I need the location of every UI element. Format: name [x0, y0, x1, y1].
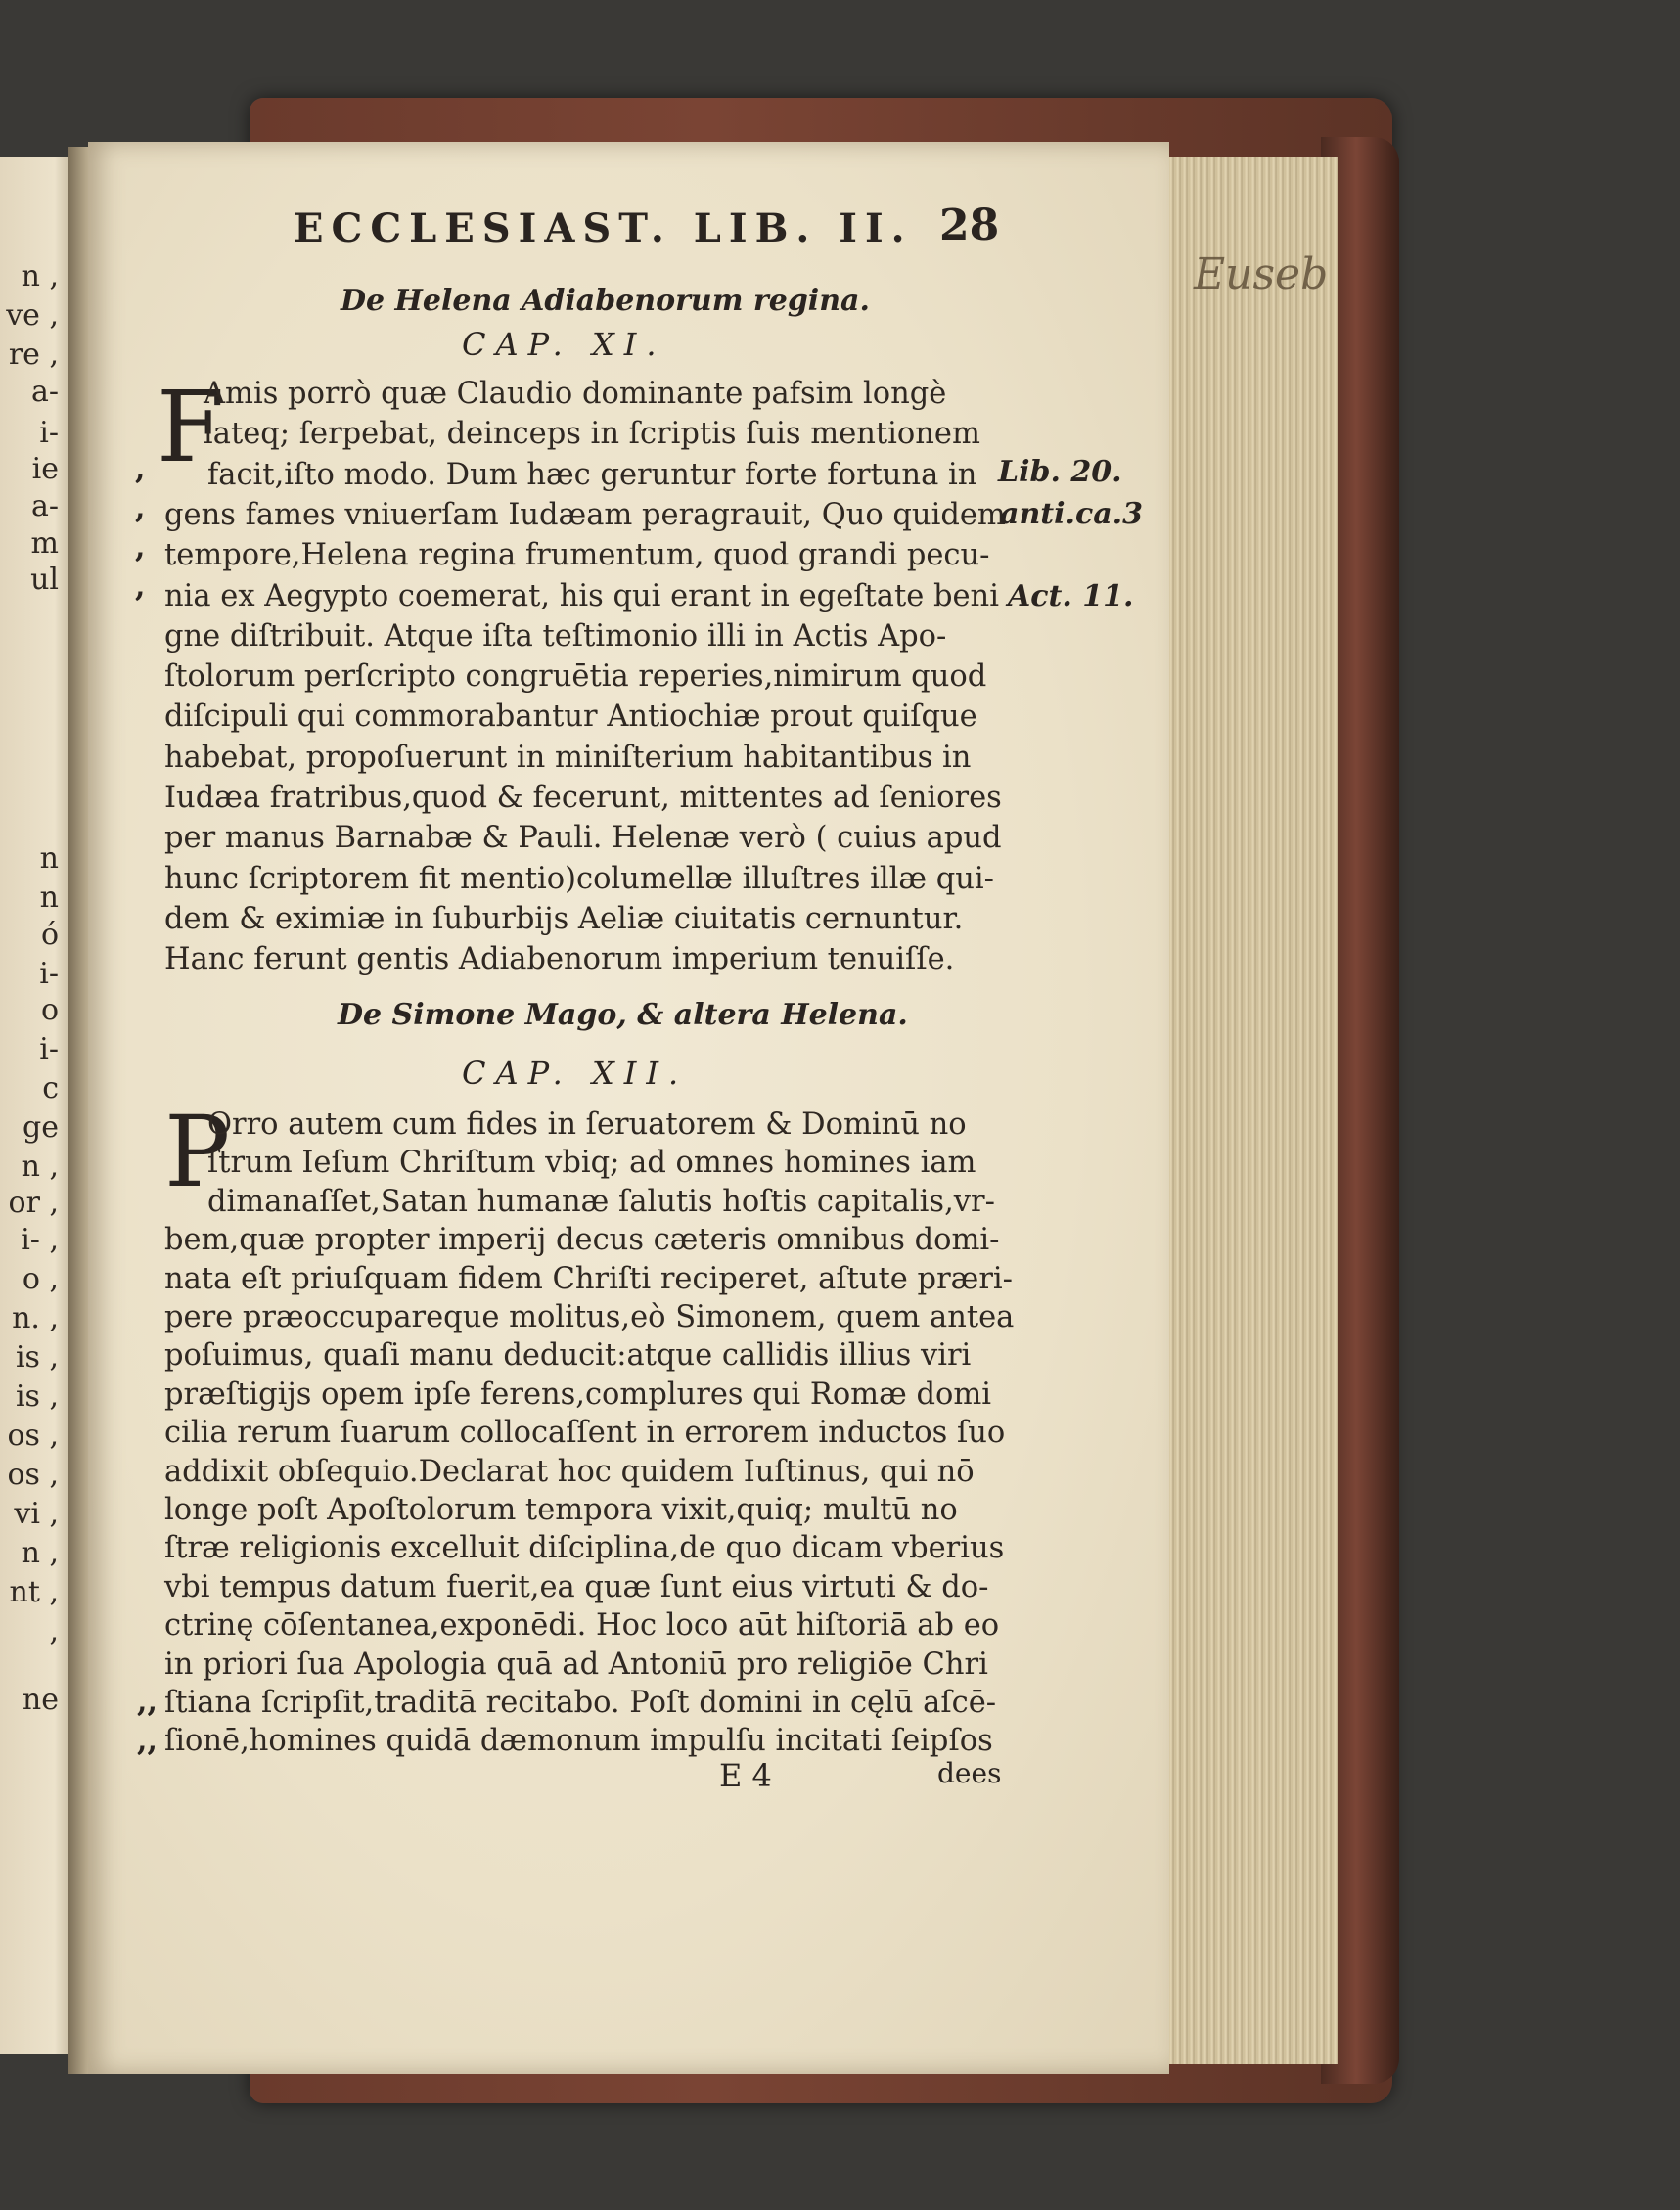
- quote-mark: ,: [135, 491, 146, 525]
- left-page-fragment: ie: [31, 452, 59, 486]
- text-line: per manus Barnabæ & Pauli. Helenæ verò ( cuius apud: [164, 821, 1002, 856]
- chapter-12-number: CAP. XII.: [462, 1055, 689, 1092]
- text-line: lateq; ſerpebat, deinceps in ſcriptis ſuis mentionem: [204, 417, 980, 452]
- text-line: ſtiana ſcripſit,traditā recitabo. Poſt domini in cęlū aſcē-: [164, 1686, 997, 1720]
- margin-note-acts: Act. 11.: [1008, 579, 1134, 613]
- text-line: addixit obſequio.Declarat hoc quidem Iuſtinus, qui nō: [164, 1454, 975, 1489]
- chapter-11-title: De Helena Adiabenorum regina.: [341, 284, 870, 318]
- text-line: bem,quæ propter imperij decus cæteris omnibus domi-: [164, 1223, 1000, 1258]
- quote-mark: ,: [135, 530, 146, 564]
- left-page-fragment: a-: [30, 489, 59, 523]
- text-line: ſtolorum perſcripto congruētia reperies,nimirum quod: [164, 659, 987, 695]
- text-line: Orro autem cum fides in ſeruatorem & Dominū no: [207, 1107, 967, 1142]
- text-line: gne diſtribuit. Atque iſta teſtimonio illi in Actis Apo-: [164, 618, 947, 654]
- left-page-fragment: n: [39, 880, 59, 915]
- text-line: in priori ſua Apologia quā ad Antoniū pro religiōe Chri: [164, 1646, 988, 1682]
- left-page-fragment: n. ,: [12, 1301, 59, 1335]
- left-page-fragment: or ,: [8, 1186, 59, 1220]
- text-line: vbi tempus datum fuerit,ea quæ ſunt eius virtuti & do-: [164, 1569, 989, 1604]
- text-line: Iudæa fratribus,quod & fecerunt, mittentes ad ſeniores: [164, 781, 1002, 815]
- quote-mark: ,,: [137, 1685, 158, 1719]
- left-page-fragment: n ,: [21, 1150, 59, 1184]
- margin-note-lib: Lib. 20.: [998, 455, 1122, 489]
- text-line: nia ex Aegypto coemerat, his qui erant in egeſtate beni: [164, 578, 999, 613]
- running-title: ECCLESIAST. LIB. II.: [294, 205, 913, 251]
- quote-mark: ,: [135, 569, 146, 604]
- text-line: hunc ſcriptorem fit mentio)columellæ illuſtres illæ qui-: [164, 861, 994, 896]
- left-page-fragment: is ,: [15, 1379, 59, 1414]
- page-fore-edge: [1159, 157, 1338, 2064]
- text-line: ſionē,homines quidā dæmonum impulſu incitati ſeipſos: [164, 1724, 993, 1759]
- chapter-11-number: CAP. XI.: [462, 326, 666, 363]
- text-line: dimanaſſet,Satan humanæ ſalutis hoſtis capitalis,vr-: [207, 1184, 995, 1219]
- chapter-11-drop-cap: F: [157, 370, 225, 484]
- left-page-fragment: ul: [30, 563, 59, 597]
- left-page-fragment: n: [39, 841, 59, 876]
- text-line: longe poſt Apoſtolorum tempora vixit,quiq; multū no: [164, 1493, 958, 1527]
- text-line: diſcipuli qui commorabantur Antiochiæ prout quiſque: [164, 699, 977, 735]
- left-page-fragment: a-: [30, 375, 59, 409]
- left-page-fragment: ge: [23, 1110, 59, 1145]
- left-page-fragment: re ,: [8, 338, 59, 372]
- left-page-fragment: n ,: [21, 1536, 59, 1570]
- left-page-fragment: ne: [22, 1683, 59, 1717]
- text-line: tempore,Helena regina frumentum, quod grandi pecu-: [164, 538, 990, 573]
- page-number: 28: [939, 201, 1000, 250]
- text-line: præſtigijs opem ipſe ferens,complures qui Romæ domi: [164, 1376, 992, 1412]
- left-page-fragment: m: [30, 526, 59, 561]
- left-page-fragment: o: [40, 993, 59, 1027]
- left-page-fragment: i- ,: [21, 1223, 59, 1257]
- left-page-fragment: is ,: [15, 1340, 59, 1375]
- text-line: cilia rerum ſuarum collocaſſent in errorem inductos ſuo: [164, 1416, 1006, 1451]
- margin-note-antiquities: anti.ca.3: [1000, 497, 1143, 531]
- text-line: poſuimus, quaſi manu deducit:atque callidis illius viri: [164, 1338, 972, 1374]
- quote-mark: ,,: [137, 1724, 158, 1758]
- left-page-fragment: i-: [39, 1032, 59, 1066]
- left-page-fragment: os ,: [7, 1419, 59, 1453]
- left-page-fragment: n ,: [21, 259, 59, 293]
- quote-mark: ,: [135, 452, 146, 486]
- left-page-fragment: os ,: [7, 1458, 59, 1492]
- text-line: ſtrum Ieſum Chriſtum vbiq; ad omnes homines iam: [207, 1146, 976, 1181]
- left-page-fragment: i-: [39, 957, 59, 991]
- left-page-fragment: ve ,: [6, 298, 59, 333]
- left-page-fragment: ,: [49, 1614, 59, 1648]
- text-line: ctrinę cōſentanea,exponēdi. Hoc loco aūt hiſtoriā ab eo: [164, 1608, 1000, 1644]
- text-line: Hanc ferunt gentis Adiabenorum imperium tenuiſſe.: [164, 942, 955, 977]
- left-page-fragment: ó: [40, 918, 59, 952]
- signature-mark: E 4: [719, 1757, 772, 1794]
- left-page-fragment: i-: [39, 416, 59, 450]
- left-page-fragment: c: [42, 1071, 59, 1105]
- text-line: facit,iſto modo. Dum hæc geruntur forte fortuna in: [207, 457, 977, 492]
- left-page-fragment: nt ,: [9, 1575, 59, 1609]
- fore-edge-inscription: Euseb: [1194, 249, 1329, 299]
- text-line: Amis porrò quæ Claudio dominante pafsim longè: [204, 377, 947, 411]
- text-line: ſtræ religionis excelluit diſciplina,de quo dicam vberius: [164, 1531, 1005, 1566]
- left-page-fragment: o ,: [22, 1262, 59, 1296]
- text-line: gens fames vniuerſam Iudæam peragrauit, Quo quidem: [164, 497, 1006, 532]
- catchword: dees: [937, 1757, 1002, 1789]
- left-page-fragment: vi ,: [14, 1497, 59, 1531]
- text-line: pere præoccupareque molitus,eò Simonem, quem antea: [164, 1300, 1015, 1334]
- chapter-12-drop-cap: P: [164, 1095, 231, 1209]
- text-line: nata eſt priuſquam fidem Chriſti reciperet, aſtute præri-: [164, 1261, 1013, 1296]
- text-line: habebat, propoſuerunt in miniſterium habitantibus in: [164, 740, 972, 775]
- text-line: dem & eximiæ in ſuburbijs Aeliæ ciuitatis cernuntur.: [164, 901, 964, 936]
- chapter-12-title: De Simone Mago, & altera Helena.: [338, 998, 908, 1032]
